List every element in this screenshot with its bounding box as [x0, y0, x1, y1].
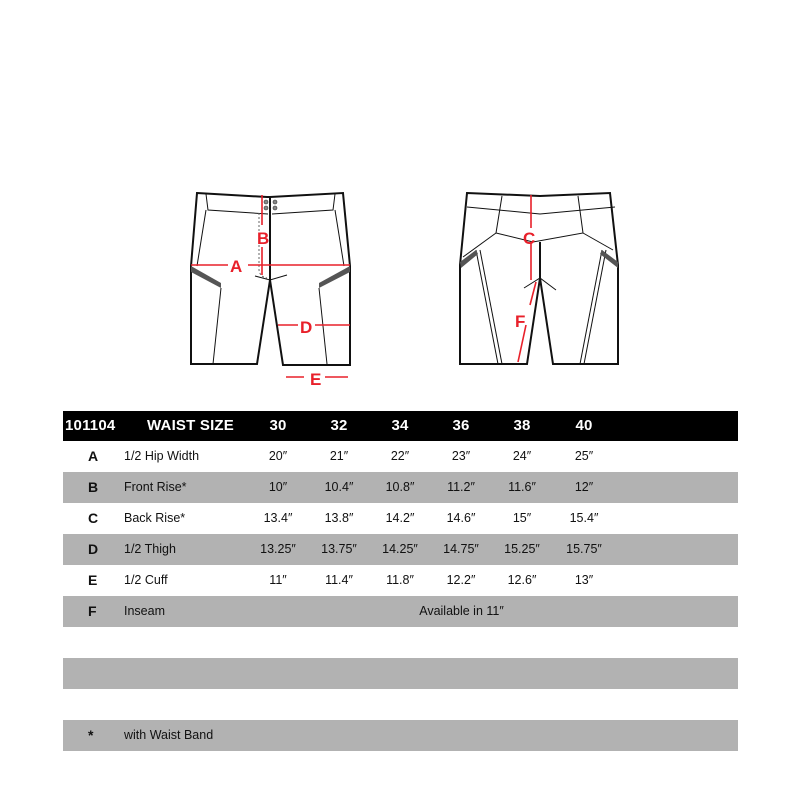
footnote-row [63, 720, 738, 751]
row-label: 1/2 Cuff [124, 573, 168, 587]
empty-row [63, 689, 738, 720]
cell-value: 10.8″ [385, 480, 415, 494]
row-label: Front Rise* [124, 480, 187, 494]
table-header-row [63, 411, 738, 441]
cell-value: 13.8″ [324, 511, 354, 525]
cell-value: 21″ [329, 449, 349, 463]
style-code: 101104 [65, 417, 116, 434]
footnote-text: with Waist Band [124, 728, 214, 742]
cell-value: 14.6″ [446, 511, 476, 525]
size-header: 32 [330, 417, 348, 434]
cell-value: 11.2″ [447, 480, 475, 494]
row-letter: D [88, 541, 99, 557]
size-header: 38 [513, 417, 531, 434]
cell-value: 15.4″ [569, 511, 599, 525]
row-letter: F [88, 603, 97, 619]
marker-f: F [515, 312, 526, 331]
size-chart-table [63, 411, 738, 751]
size-header: 36 [452, 417, 470, 434]
cell-value: 13.75″ [321, 542, 357, 556]
marker-c: C [523, 229, 536, 248]
back-shorts-diagram [450, 180, 630, 370]
footnote-symbol: * [88, 727, 94, 743]
cell-value: 11.6″ [508, 480, 536, 494]
back-shorts-illustration [450, 180, 630, 370]
cell-value: 10″ [268, 480, 288, 494]
cell-value: 15.75″ [566, 542, 602, 556]
cell-value: 11″ [269, 573, 287, 587]
marker-a: A [230, 257, 243, 276]
waist-size-header: WAIST SIZE [147, 417, 235, 434]
table-row [63, 534, 738, 565]
row-letter: E [88, 572, 98, 588]
cell-value: 11.8″ [386, 573, 414, 587]
marker-b: B [257, 229, 270, 248]
empty-row [63, 658, 738, 689]
cell-value: 13″ [574, 573, 594, 587]
front-shorts-illustration [180, 180, 370, 390]
size-header: 34 [391, 417, 409, 434]
table-row [63, 565, 738, 596]
row-label: Back Rise* [124, 511, 186, 525]
table-row [63, 472, 738, 503]
empty-row [63, 627, 738, 658]
cell-value: 25″ [574, 449, 594, 463]
cell-value: 23″ [451, 449, 471, 463]
cell-value: 14.25″ [382, 542, 418, 556]
row-letter: A [88, 448, 99, 464]
cell-value: 11.4″ [325, 573, 353, 587]
size-header: 30 [269, 417, 287, 434]
cell-value: 10.4″ [324, 480, 354, 494]
cell-value: 14.2″ [385, 511, 415, 525]
row-label: Inseam [124, 604, 165, 618]
marker-d: D [300, 318, 313, 337]
row-label: 1/2 Thigh [124, 542, 176, 556]
row-letter: B [88, 479, 99, 495]
cell-value: 12″ [574, 480, 594, 494]
cell-value: 15″ [512, 511, 532, 525]
row-label: 1/2 Hip Width [124, 449, 200, 463]
table-row [63, 441, 738, 472]
cell-value: 22″ [390, 449, 410, 463]
marker-e: E [310, 370, 322, 389]
cell-value: 13.25″ [260, 542, 296, 556]
cell-value: 20″ [268, 449, 288, 463]
row-letter: C [88, 510, 99, 526]
cell-value: 14.75″ [443, 542, 479, 556]
inseam-availability: Available in 11″ [419, 604, 504, 618]
front-shorts-diagram [180, 180, 370, 390]
table-row [63, 596, 738, 627]
cell-value: 15.25″ [504, 542, 540, 556]
size-header: 40 [575, 417, 593, 434]
cell-value: 12.2″ [446, 573, 476, 587]
cell-value: 12.6″ [507, 573, 537, 587]
cell-value: 24″ [512, 449, 532, 463]
table-row [63, 503, 738, 534]
cell-value: 13.4″ [263, 511, 293, 525]
